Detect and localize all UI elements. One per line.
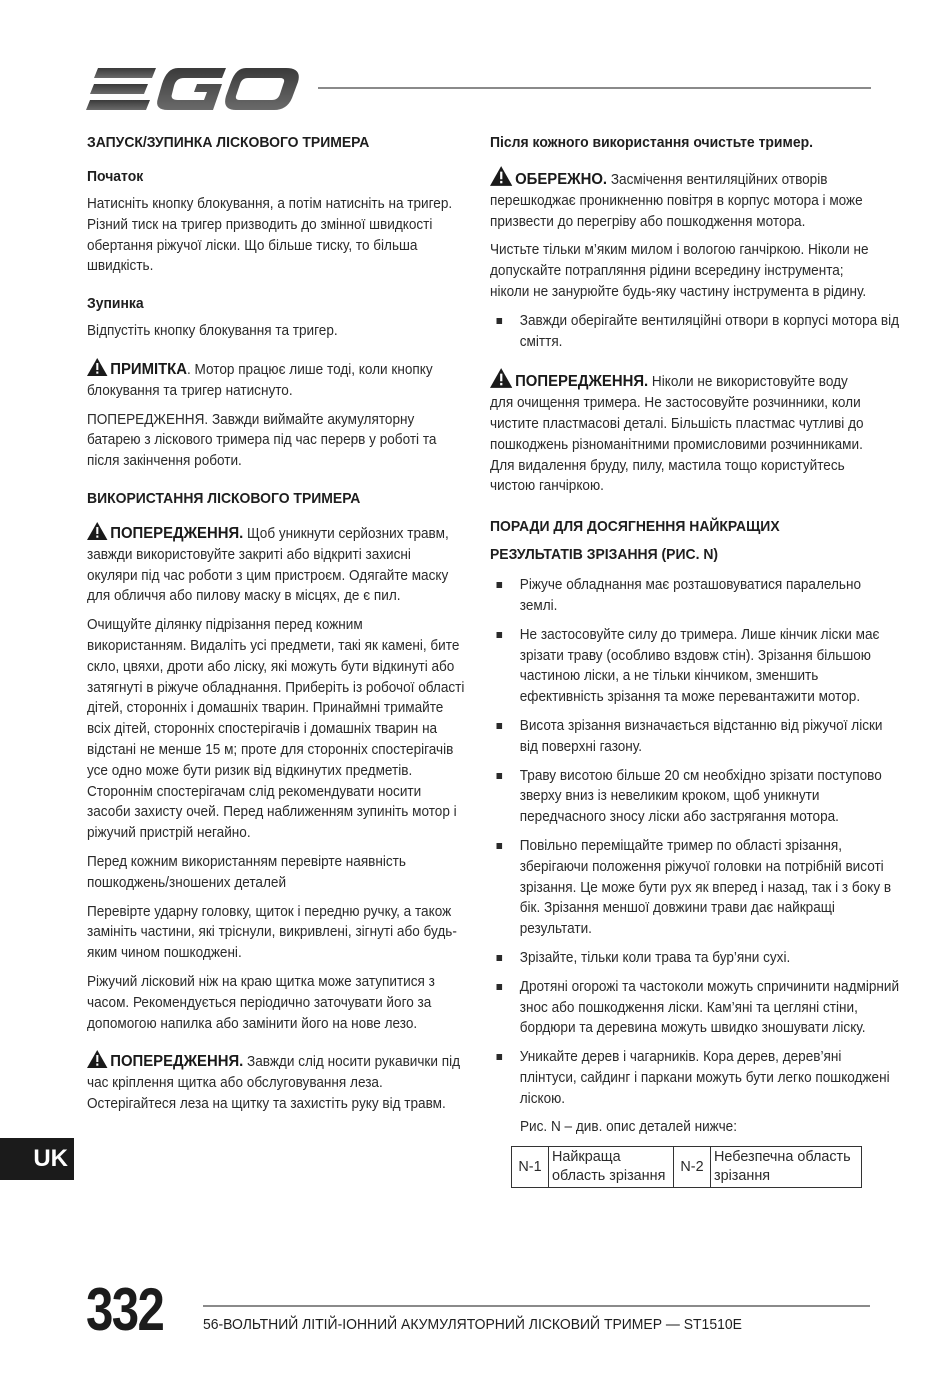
note-paragraph bbox=[87, 358, 465, 402]
left-column bbox=[87, 132, 465, 1123]
stop-paragraph: Відпустіть кнопку блокування та тригер. bbox=[87, 323, 338, 340]
clear-area-paragraph: Очищуйте ділянку підрізання перед кожним використанням. Видаліть усі предмети, такі як камені, бите скло, цвяхи, дроти або ліску, які можуть бути відкинуті або затягнуті в ріжуче обладнання. Приберіть із робочої області дітей, сторонніх і домашніх тварин. Принаймні тримайте всіх дітей, сторонніх спостерігачів і домашніх тварин на відстані не менше 15 м; проте для сторонніх спостерігачів усе одно може бути ризик від відкинутих предметів. Стороннім спостерігачам слід рекомендувати носити засоби захисту очей. Перед наближенням зупиніть мотор і ріжучий пристрій негайно. bbox=[87, 617, 465, 842]
list-item: Траву висотою більше 20 см необхідно зрізати поступово зверху вниз із невеликим кроком, щоб уникнути передчасного зносу ліски або застрягання мотора. bbox=[490, 766, 902, 828]
cleaning-heading: Після кожного використання очистьте тример. bbox=[490, 134, 813, 151]
header-rule bbox=[318, 87, 871, 89]
start-heading: Початок bbox=[87, 168, 144, 185]
warning-text: Щоб уникнути серйозних травм, завжди використовуйте закриті або відкриті захисні окуляри під час роботи з цим пристроєм. Одягайте маску для обличчя або пилову маску в місцях, де є пил. bbox=[87, 525, 449, 605]
bullet-square-icon bbox=[497, 1054, 503, 1060]
list-item: Висота зрізання визначається відстанню від ріжучої ліски від поверхні газону. bbox=[490, 716, 902, 758]
caution-text: Засмічення вентиляційних отворів перешкоджає проникненню повітря в корпус мотора і може призвести до перегріву або пошкодження мотора. bbox=[490, 172, 863, 230]
stop-heading: Зупинка bbox=[87, 295, 144, 313]
warning-triangle-icon bbox=[490, 368, 512, 388]
bullet-square-icon bbox=[497, 984, 503, 990]
ego-logo bbox=[86, 66, 300, 112]
warning-triangle-icon bbox=[490, 166, 512, 186]
list-item: Дротяні огорожі та частоколи можуть спричинити надмірний знос або пошкодження ліски. Кам’яні та цегляні стіни, бордюри та деревина можуть швидко зношувати ліску. bbox=[490, 977, 902, 1039]
check-damage-paragraph: Перед кожним використанням перевірте наявність пошкоджень/зношених деталей bbox=[87, 853, 406, 891]
page-number: 332 bbox=[86, 1276, 164, 1343]
language-tab: UK bbox=[0, 1138, 74, 1180]
tips-list bbox=[490, 575, 900, 1109]
caution-label: ОБЕРЕЖНО. bbox=[515, 171, 608, 188]
legend-desc-n1: Найкраща область зрізання bbox=[549, 1147, 674, 1188]
list-item: Повільно переміщайте тример по області зрізання, зберігаючи положення ріжучої головки на потрібній висоті зрізання. Це може бути рух як вперед і назад, так і з боку в бік. Зрізання меншої довжини трави дає найкращі результати. bbox=[490, 836, 902, 940]
footer-title: 56-ВОЛЬТНИЙ ЛІТІЙ-ІОННИЙ АКУМУЛЯТОРНИЙ ЛІСКОВИЙ ТРИМЕР — ST1510E bbox=[203, 1316, 742, 1333]
bullet-square-icon bbox=[497, 955, 503, 961]
battery-warning-paragraph: ПОПЕРЕДЖЕННЯ. Завжди виймайте акумуляторну батарею з лiскового тримера під час перерв у роботі та після закінчення роботи. bbox=[87, 411, 437, 470]
knife-sharpen-paragraph: Ріжучий лісковий ніж на краю щитка може затупитися з часом. Рекомендується періодично заточувати його за допомогою напилка або замінити його на нове лезо. bbox=[87, 973, 435, 1032]
start-paragraph: Натисніть кнопку блокування, а потім натисніть на тригер. Різний тиск на тригер призводить до змінної швидкості обертання ріжучої ліски. Що більше тиску, то більша швидкість. bbox=[87, 196, 453, 275]
caution-paragraph bbox=[490, 166, 872, 232]
section-title-start-stop: ЗАПУСК/ЗУПИНКА ЛІСКОВОГО ТРИМЕРА bbox=[87, 134, 370, 151]
eye-protection-warning bbox=[87, 522, 465, 607]
bullet-square-icon bbox=[497, 723, 503, 729]
list-item: Уникайте дерев і чагарників. Кора дерев, дерев’яні плінтуси, сайдинг і паркани можуть бути легко пошкоджені ліскою. bbox=[490, 1047, 902, 1109]
note-label: ПРИМІТКА bbox=[110, 360, 188, 378]
warning-label: ПОПЕРЕДЖЕННЯ. bbox=[515, 373, 649, 391]
bullet-square-icon bbox=[497, 582, 503, 588]
vents-list bbox=[490, 311, 900, 353]
figure-caption: Рис. N – див. опис деталей нижче: bbox=[520, 1119, 737, 1136]
water-warning bbox=[490, 368, 872, 497]
bullet-square-icon bbox=[497, 773, 503, 779]
legend-desc-n2: Небезпечна область зрізання bbox=[711, 1147, 862, 1188]
warning-label: ПОПЕРЕДЖЕННЯ. bbox=[110, 1053, 244, 1071]
note-text: . Мотор працює лише тоді, коли кнопку блокування та тригер натиснуто. bbox=[87, 361, 433, 399]
bullet-square-icon bbox=[497, 318, 503, 324]
legend-code-n2: N-2 bbox=[674, 1147, 711, 1188]
warning-triangle-icon bbox=[87, 522, 107, 540]
footer-rule bbox=[203, 1305, 870, 1307]
section-title-usage: ВИКОРИСТАННЯ ЛІСКОВОГО ТРИМЕРА bbox=[87, 489, 361, 507]
legend-code-n1: N-1 bbox=[512, 1147, 549, 1188]
inspect-parts-paragraph: Перевірте ударну головку, щиток і передню ручку, а також замініть частини, які тріснули, викривлені, зігнуті або будь-яким чином пошкоджені. bbox=[87, 903, 457, 962]
bullet-square-icon bbox=[497, 843, 503, 849]
gloves-warning bbox=[87, 1050, 465, 1114]
figure-legend-table bbox=[511, 1146, 862, 1188]
list-item: Ріжуче обладнання має розташовуватися паралельно землі. bbox=[490, 575, 902, 617]
tips-title: ПОРАДИ ДЛЯ ДОСЯГНЕННЯ НАЙКРАЩИХ РЕЗУЛЬТАТІВ ЗРІЗАННЯ (РИС. N) bbox=[490, 518, 780, 564]
warning-triangle-icon bbox=[87, 1050, 107, 1068]
warning-text: Ніколи не використовуйте воду для очищення тримера. Не застосовуйте розчинники, коли чистите пластмасові деталі. Більшість пластмас чутливі до пошкоджень різноманітними промисловими розчинниками. Для видалення бруду, пилу, мастила тощо користуйтесь чистою ганчіркою. bbox=[490, 374, 864, 495]
soap-paragraph: Чистьте тільки м’яким милом і вологою ганчіркою. Ніколи не допускайте потрапляння рідини всередину інструмента; ніколи не занурюйте будь-яку частину інструмента в рідину. bbox=[490, 242, 869, 300]
warning-triangle-icon bbox=[87, 358, 107, 376]
warning-label: ПОПЕРЕДЖЕННЯ. bbox=[110, 524, 244, 542]
warning-text: Завжди слід носити рукавички під час кріплення щитка або обслуговування леза. Остерігайтеся леза на щитку та захистіть руку від травм. bbox=[87, 1054, 461, 1112]
bullet-square-icon bbox=[497, 632, 503, 638]
right-column bbox=[490, 132, 900, 1188]
list-item: Не застосовуйте силу до тримера. Лише кінчик ліски має зрізати траву (особливо вздовж стін). Зрізання більшою частиною ліски, а не тільки кінчиком, зменшить ефективність зрізання та може перевантажити мотор. bbox=[490, 625, 902, 708]
list-item: Завжди оберігайте вентиляційні отвори в корпусі мотора від сміття. bbox=[490, 311, 902, 353]
list-item: Зрізайте, тільки коли трава та бур’яни сухі. bbox=[490, 948, 902, 969]
